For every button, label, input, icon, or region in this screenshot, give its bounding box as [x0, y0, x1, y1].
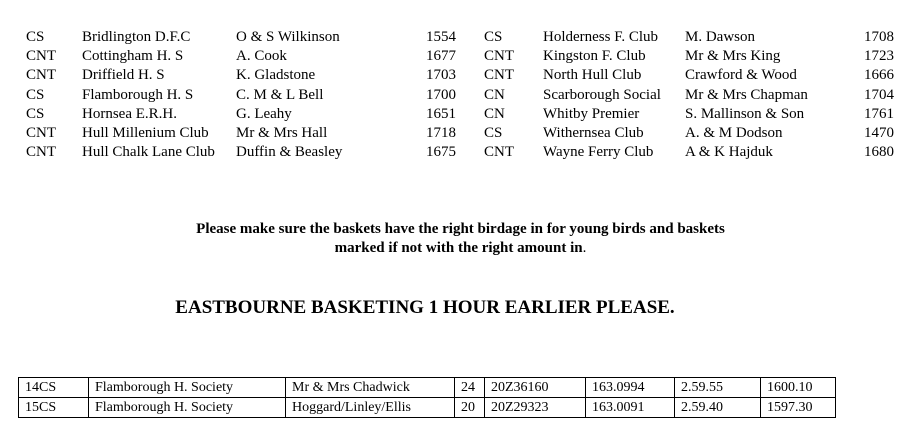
- club-name: North Hull Club: [543, 67, 642, 84]
- club-row: [0, 143, 911, 162]
- result-position: 15CS: [19, 398, 89, 418]
- club-list: [0, 28, 911, 162]
- club-code: CNT: [26, 124, 56, 141]
- club-code: CS: [26, 105, 45, 122]
- club-code: CNT: [484, 48, 514, 65]
- club-row: [0, 28, 911, 47]
- club-points: 1708: [864, 29, 894, 45]
- club-members: O & S Wilkinson: [236, 29, 340, 45]
- club-name: Cottingham H. S: [82, 48, 184, 65]
- club-points: 1703: [426, 67, 456, 84]
- result-velocity: 1597.30: [761, 398, 836, 418]
- club-code: CNT: [26, 67, 56, 84]
- club-points: 1761: [864, 105, 894, 122]
- club-row: [0, 124, 911, 143]
- notice-line-2: [0, 239, 911, 258]
- club-members: Crawford & Wood: [685, 67, 797, 84]
- club-code: CNT: [484, 67, 514, 84]
- club-code: CS: [26, 86, 45, 103]
- result-distance: 163.0994: [586, 378, 675, 398]
- result-ring: 20Z36160: [485, 378, 586, 398]
- club-name: Bridlington D.F.C: [82, 29, 191, 45]
- club-points: 1700: [426, 86, 456, 103]
- club-row: [0, 66, 911, 85]
- club-members: M. Dawson: [685, 29, 755, 45]
- club-points: 1704: [864, 86, 894, 103]
- club-code: CNT: [26, 48, 56, 65]
- notice-line-1: Please make sure the baskets have the right birdage in for young birds and baskets: [196, 221, 725, 237]
- club-members: A & K Hajduk: [685, 144, 773, 161]
- club-points: 1651: [426, 105, 456, 122]
- club-members: A. Cook: [236, 48, 287, 65]
- result-time: 2.59.55: [675, 378, 761, 398]
- club-points: 1666: [864, 67, 894, 84]
- table-row: [19, 378, 836, 398]
- result-ring: 20Z29323: [485, 398, 586, 418]
- result-birds: 20: [455, 398, 485, 418]
- club-name: Wayne Ferry Club: [543, 144, 654, 161]
- club-members: Mr & Mrs King: [685, 48, 781, 65]
- club-points: 1554: [426, 29, 456, 45]
- club-points: 1470: [864, 124, 894, 141]
- result-club: Flamborough H. Society: [89, 378, 286, 398]
- club-name: Hull Chalk Lane Club: [82, 144, 215, 161]
- club-points: 1675: [426, 144, 456, 161]
- club-name: Hull Millenium Club: [82, 124, 209, 141]
- result-distance: 163.0091: [586, 398, 675, 418]
- club-name: Holderness F. Club: [543, 29, 659, 45]
- result-birds: 24: [455, 378, 485, 398]
- club-code: CS: [484, 124, 503, 141]
- club-name: Hornsea E.R.H.: [82, 105, 177, 122]
- club-members: C. M & L Bell: [236, 86, 324, 103]
- club-members: K. Gladstone: [236, 67, 316, 84]
- club-row: [0, 86, 911, 105]
- club-points: 1677: [426, 48, 456, 65]
- basket-notice: [0, 220, 911, 258]
- result-member: Hoggard/Linley/Ellis: [286, 398, 455, 418]
- club-name: Withernsea Club: [543, 124, 644, 141]
- club-points: 1718: [426, 124, 456, 141]
- club-members: S. Mallinson & Son: [685, 105, 805, 122]
- club-code: CN: [484, 86, 505, 103]
- result-velocity: 1600.10: [761, 378, 836, 398]
- club-code: CS: [484, 29, 503, 45]
- club-points: 1680: [864, 144, 894, 161]
- club-code: CNT: [26, 144, 56, 161]
- club-members: Duffin & Beasley: [236, 144, 343, 161]
- club-name: Kingston F. Club: [543, 48, 646, 65]
- result-club: Flamborough H. Society: [89, 398, 286, 418]
- notice-line-2-text: marked if not with the right amount in: [334, 240, 583, 256]
- result-member: Mr & Mrs Chadwick: [286, 378, 455, 398]
- club-members: Mr & Mrs Hall: [236, 124, 328, 141]
- result-position: 14CS: [19, 378, 89, 398]
- club-code: CNT: [484, 144, 514, 161]
- table-row: [19, 398, 836, 418]
- club-name: Flamborough H. S: [82, 86, 194, 103]
- club-code: CN: [484, 105, 505, 122]
- result-time: 2.59.40: [675, 398, 761, 418]
- club-points: 1723: [864, 48, 894, 65]
- club-name: Whitby Premier: [543, 105, 640, 122]
- club-code: CS: [26, 29, 45, 45]
- basketing-headline: EASTBOURNE BASKETING 1 HOUR EARLIER PLEASE.: [175, 297, 675, 318]
- club-name: Scarborough Social: [543, 86, 661, 103]
- club-name: Driffield H. S: [82, 67, 165, 84]
- club-members: A. & M Dodson: [685, 124, 783, 141]
- club-row: [0, 105, 911, 124]
- notice-line-2-period: .: [582, 240, 587, 256]
- results-table: [18, 377, 836, 418]
- club-members: G. Leahy: [236, 105, 292, 122]
- club-members: Mr & Mrs Chapman: [685, 86, 808, 103]
- club-row: [0, 47, 911, 66]
